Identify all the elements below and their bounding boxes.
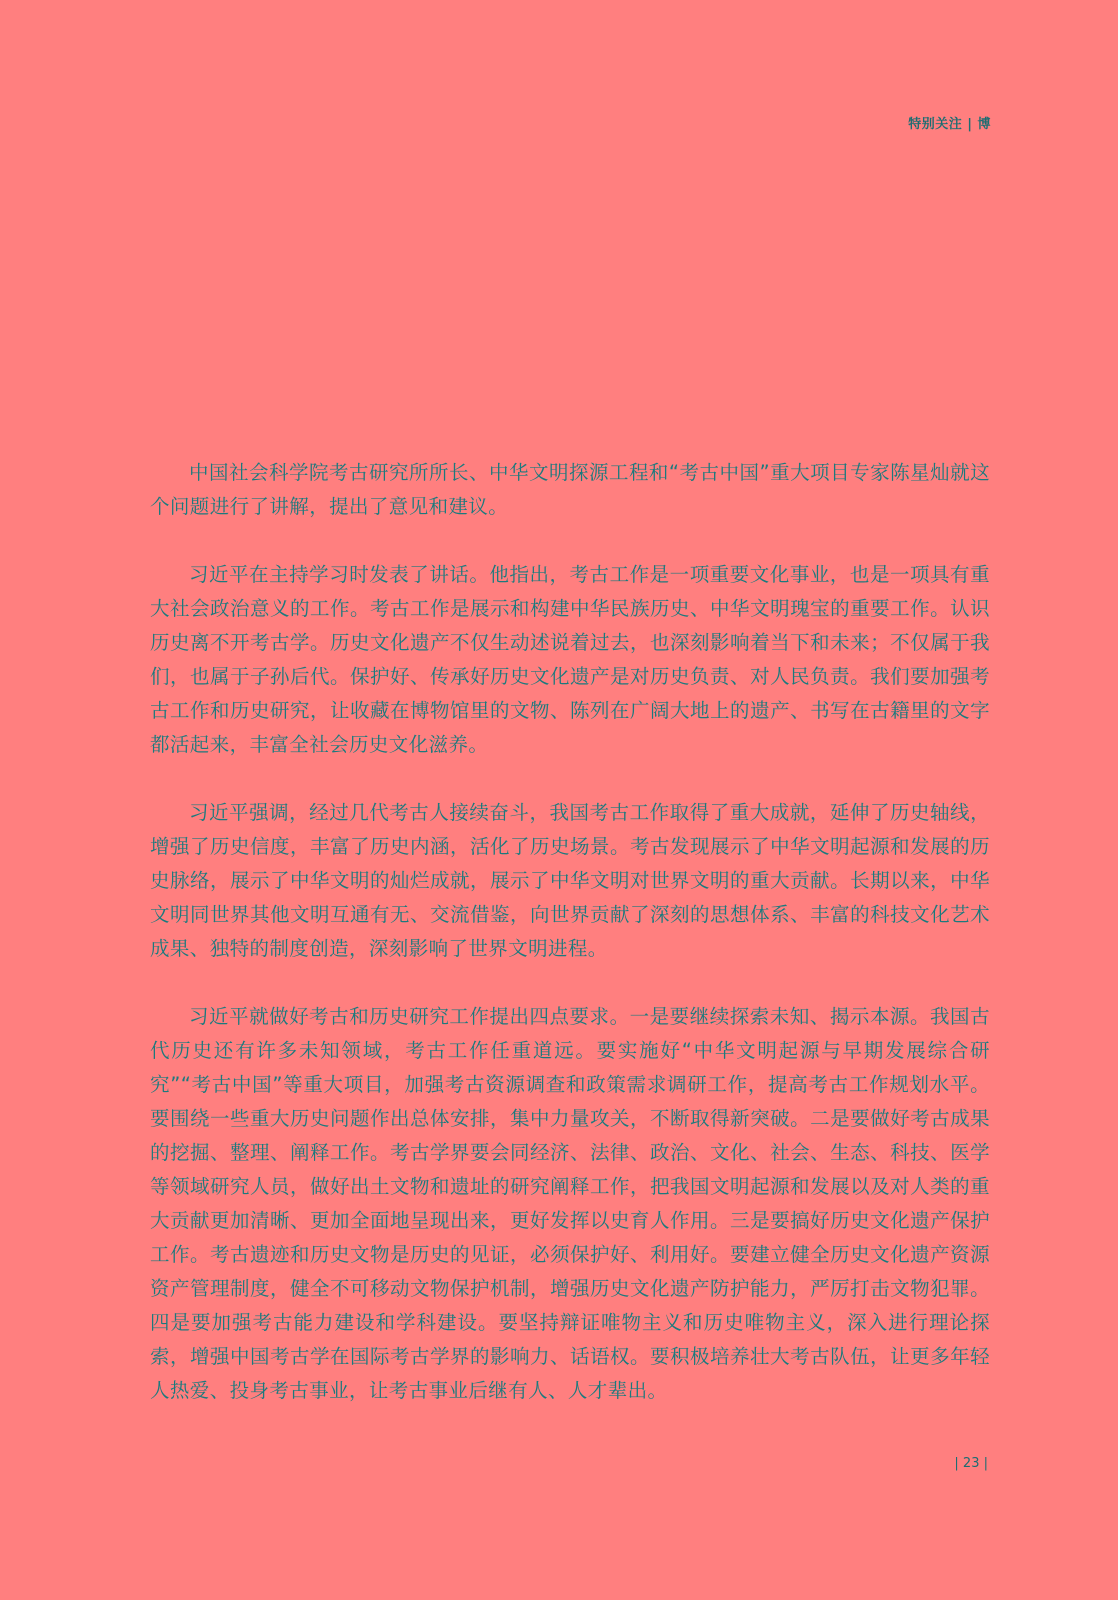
article-paragraph: 中国社会科学院考古研究所所长、中华文明探源工程和“考古中国”重大项目专家陈星灿就这个问题进行了讲解，提出了意见和建议。: [150, 461, 990, 518]
article-paragraph: 习近平就做好考古和历史研究工作提出四点要求。一是要继续探索未知、揭示本源。我国古代历史还有许多未知领域，考古工作任重道远。要实施好“中华文明起源与早期发展综合研究”“考古中国”等重大项目，加强考古资源调查和政策需求调研工作，提高考古工作规划水平。要围绕一些重大历史问题作出总体安排，集中力量攻关，不断取得新突破。二是要做好考古成果的挖掘、整理、阐释工作。考古学界要会同经济、法律、政治、文化、社会、生态、科技、医学等领域研究人员，做好出土文物和遗址的研究阐释工作，把我国文明起源和发展以及对人类的重大贡献更加清晰、更加全面地呈现出来，更好发挥以史育人作用。三是要搞好历史文化遗产保护工作。考古遗迹和历史文物是历史的见证，必须保护好、利用好。要建立健全历史文化遗产资源资产管理制度，健全不可移动文物保护机制，增强历史文化遗产防护能力，严厉打击文物犯罪。四是要加强考古能力建设和学科建设。要坚持辩证唯物主义和历史唯物主义，深入进行理论探索，增强中国考古学在国际考古学界的影响力、话语权。要积极培养壮大考古队伍，让更多年轻人热爱、投身考古事业，让考古事业后继有人、人才辈出。: [150, 1005, 990, 1402]
article-paragraph: 习近平在主持学习时发表了讲话。他指出，考古工作是一项重要文化事业，也是一项具有重大社会政治意义的工作。考古工作是展示和构建中华民族历史、中华文明瑰宝的重要工作。认识历史离不开考古学。历史文化遗产不仅生动述说着过去，也深刻影响着当下和未来；不仅属于我们，也属于子孙后代。保护好、传承好历史文化遗产是对历史负责、对人民负责。我们要加强考古工作和历史研究，让收藏在博物馆里的文物、陈列在广阔大地上的遗产、书写在古籍里的文字都活起来，丰富全社会历史文化滋养。: [150, 563, 990, 756]
article-paragraph: 习近平强调，经过几代考古人接续奋斗，我国考古工作取得了重大成就，延伸了历史轴线，增强了历史信度，丰富了历史内涵，活化了历史场景。考古发现展示了中华文明起源和发展的历史脉络，展示了中华文明的灿烂成就，展示了中华文明对世界文明的重大贡献。长期以来，中华文明同世界其他文明互通有无、交流借鉴，向世界贡献了深刻的思想体系、丰富的科技文化艺术成果、独特的制度创造，深刻影响了世界文明进程。: [150, 801, 990, 960]
section-header: 特别关注 | 博: [908, 117, 991, 132]
article-body: [150, 456, 990, 1408]
page-number: | 23 |: [954, 1456, 988, 1471]
